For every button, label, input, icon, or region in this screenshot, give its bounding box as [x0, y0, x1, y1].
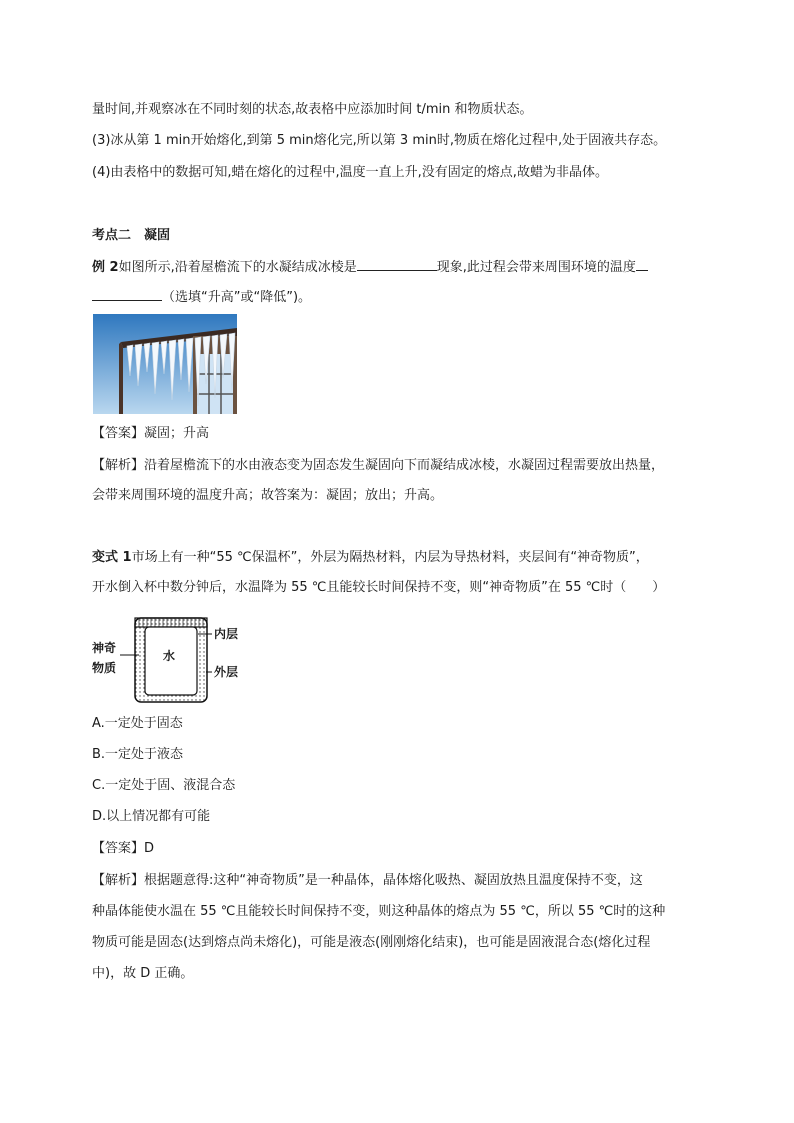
outer-layer-label: 外层	[214, 665, 239, 679]
answer-blank	[92, 286, 162, 301]
variant-1-analysis: 【解析】根据题意得:这种“神奇物质”是一种晶体，晶体熔化吸热、凝固放热且温度保持不变，这	[92, 873, 643, 888]
insulated-cup-diagram	[90, 610, 250, 710]
option-c: C.一定处于固、液混合态	[92, 778, 236, 793]
variant-1-analysis-cont: 种晶体能使水温在 55 ℃且能较长时间保持不变，则这种晶体的熔点为 55 ℃，所以 55 ℃时的这种	[92, 904, 666, 919]
variant-label: 变式 1	[92, 550, 132, 565]
option-a: A.一定处于固态	[92, 716, 183, 731]
magic-substance-label: 物质	[92, 661, 117, 675]
option-d: D.以上情况都有可能	[92, 809, 211, 824]
variant-1-question-cont: 开水倒入杯中数分钟后，水温降为 55 ℃且能较长时间保持不变，则“神奇物质”在 55 ℃时（ ）	[92, 580, 666, 595]
example-2-question-cont: （选填“升高”或“降低”)。	[92, 286, 710, 308]
example-2-analysis: 【解析】沿着屋檐流下的水由液态变为固态发生凝固向下而凝结成冰棱，水凝固过程需要放出热量，	[92, 458, 665, 473]
text-line: 量时间,并观察冰在不同时刻的状态,故表格中应添加时间 t/min 和物质状态。	[92, 102, 533, 117]
inner-layer-label: 内层	[214, 627, 239, 641]
option-b: B.一定处于液态	[92, 747, 184, 762]
example-2-answer: 【答案】凝固；升高	[92, 426, 210, 441]
text-line: (4)由表格中的数据可知,蜡在熔化的过程中,温度一直上升,没有固定的熔点,故蜡为非晶体。	[92, 165, 608, 180]
variant-1-analysis-cont: 中)，故 D 正确。	[92, 966, 194, 981]
answer-blank	[636, 256, 648, 271]
example-2-question: 例 2如图所示,沿着屋檐流下的水凝结成冰棱是 现象,此过程会带来周围环境的温度	[92, 256, 710, 278]
variant-1-answer: 【答案】D	[92, 841, 155, 856]
icicle-photo	[93, 314, 237, 414]
variant-1-question: 变式 1市场上有一种“55 ℃保温杯”，外层为隔热材料，内层为导热材料，夹层间有“神奇物质”，	[92, 550, 649, 565]
section-title: 考点二 凝固	[92, 228, 171, 243]
example-label: 例 2	[92, 260, 119, 275]
magic-substance-label: 神奇	[92, 641, 117, 655]
variant-1-analysis-cont: 物质可能是固态(达到熔点尚未熔化)，可能是液态(刚刚熔化结束)，也可能是固液混合态(熔化过程	[92, 935, 651, 950]
answer-blank	[357, 256, 437, 271]
water-label: 水	[163, 649, 176, 663]
text-line: (3)冰从第 1 min开始熔化,到第 5 min熔化完,所以第 3 min时,物质在熔化过程中,处于固液共存态。	[92, 133, 667, 148]
example-2-analysis-cont: 会带来周围环境的温度升高；故答案为：凝固；放出；升高。	[92, 488, 444, 503]
